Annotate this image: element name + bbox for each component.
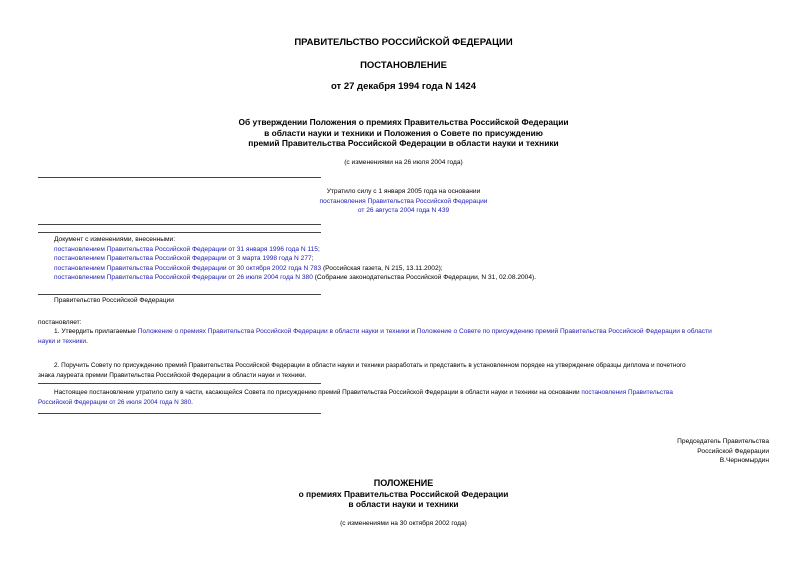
paragraph-2-line-1: 2. Поручить Совету по присуждению премий Правительства Российской Федерации в области науки и техники разработать и представить в установленном порядке на утверждение образцы диплома и почетного bbox=[54, 362, 686, 369]
amendment-item bbox=[54, 254, 794, 264]
document-type: ПОСТАНОВЛЕНИЕ bbox=[360, 60, 447, 71]
amendment-link[interactable]: постановлением Правительства Российской Федерации от 3 марта 1998 года N 277 bbox=[54, 255, 312, 263]
lost-force-link-line-2[interactable]: от 26 августа 2004 года N 439 bbox=[357, 207, 450, 215]
paragraph-2 bbox=[38, 361, 778, 380]
p1-end: . bbox=[86, 337, 88, 345]
signature-block bbox=[677, 437, 769, 466]
government-line: Правительство Российской Федерации bbox=[54, 297, 174, 304]
p1-link-council-part2[interactable]: науки и техники bbox=[38, 337, 87, 345]
amendments-block bbox=[54, 235, 794, 283]
divider bbox=[38, 413, 321, 414]
amendment-tail: ; bbox=[317, 245, 320, 253]
amendment-link[interactable]: постановлением Правительства Российской Федерации от 31 января 1996 года N 115 bbox=[54, 245, 318, 253]
amendment-item bbox=[54, 273, 794, 283]
p1-link-regulation[interactable]: Положение о премиях Правительства Российской Федерации в области науки и техники bbox=[137, 328, 410, 335]
p1-mid: и bbox=[409, 328, 417, 335]
regulation-edition: (с изменениями на 30 октября 2002 года) bbox=[340, 520, 467, 527]
paragraph-1-line-2 bbox=[38, 337, 773, 347]
divider bbox=[38, 232, 321, 233]
title-line-1: Об утверждении Положения о премиях Правительства Российской Федерации bbox=[238, 117, 569, 127]
note-line-2 bbox=[38, 398, 778, 408]
amendments-intro: Документ с изменениями, внесенными: bbox=[54, 236, 176, 243]
amendment-link[interactable]: постановлением Правительства Российской Федерации от 30 октября 2002 года N 783 bbox=[54, 264, 322, 272]
paragraph-1-line-1 bbox=[38, 327, 773, 337]
lost-force-notice bbox=[0, 187, 807, 216]
p1-prefix: 1. Утвердить прилагаемые bbox=[54, 328, 138, 335]
signature-org: Российской Федерации bbox=[697, 447, 769, 455]
amendment-link[interactable]: постановлением Правительства Российской Федерации от 26 июля 2004 года N 380 bbox=[54, 274, 313, 282]
document-date-number: от 27 декабря 1994 года N 1424 bbox=[330, 81, 476, 92]
regulation-subtitle-1: о премиях Правительства Российской Федерации bbox=[298, 488, 509, 499]
signature-name: В.Черномырдин bbox=[719, 457, 769, 465]
note-link-part1[interactable]: постановления Правительства bbox=[581, 389, 673, 396]
partial-lost-force-note bbox=[38, 388, 778, 407]
p1-link-council-part1[interactable]: Положение о Совете по присуждению премий Правительства Российской Федерации в области bbox=[416, 328, 712, 335]
regulation-heading bbox=[0, 478, 807, 510]
authority-heading: ПРАВИТЕЛЬСТВО РОССИЙСКОЙ ФЕДЕРАЦИИ bbox=[294, 37, 513, 48]
signature-title: Председатель Правительства bbox=[677, 438, 769, 445]
note-line-1 bbox=[38, 388, 778, 398]
paragraph-1 bbox=[38, 327, 773, 346]
divider bbox=[38, 383, 321, 384]
amendment-item bbox=[54, 245, 794, 255]
document-title bbox=[0, 117, 807, 149]
amendment-tail: (Собрание законодательства Российской Федерации, N 31, 02.08.2004). bbox=[312, 274, 537, 282]
note-link-part2[interactable]: Российской Федерации от 26 июля 2004 года N 380 bbox=[38, 398, 192, 406]
lost-force-link[interactable] bbox=[0, 197, 807, 216]
lost-force-text: Утратило силу с 1 января 2005 года на основании bbox=[326, 188, 481, 195]
regulation-subtitle-2: в области науки и техники bbox=[348, 499, 459, 510]
amendment-tail: ; bbox=[311, 255, 314, 263]
paragraph-2-line-2: знака лауреата премии Правительства Российской Федерации в области науки и техники. bbox=[38, 371, 307, 379]
resolves-line: постановляет: bbox=[38, 319, 82, 326]
regulation-title: ПОЛОЖЕНИЕ bbox=[373, 478, 434, 488]
title-edition: (с изменениями на 26 июля 2004 года) bbox=[344, 159, 463, 166]
divider bbox=[38, 177, 321, 178]
title-line-3: премий Правительства Российской Федерации в области науки и техники bbox=[248, 138, 559, 149]
title-line-2: в области науки и техники и Положения о Совете по присуждению bbox=[264, 127, 543, 138]
amendment-item bbox=[54, 264, 794, 274]
lost-force-link-line-1[interactable]: постановления Правительства Российской Федерации bbox=[319, 197, 488, 205]
divider bbox=[38, 224, 321, 225]
divider bbox=[38, 294, 321, 295]
note-end: . bbox=[191, 398, 193, 406]
note-text: Настоящее постановление утратило силу в части, касающейся Совета по присуждению премий Правительства Российской Федерации в области науки и техники на основании bbox=[54, 389, 582, 396]
amendment-tail: (Российская газета, N 215, 13.11.2002); bbox=[321, 264, 443, 272]
